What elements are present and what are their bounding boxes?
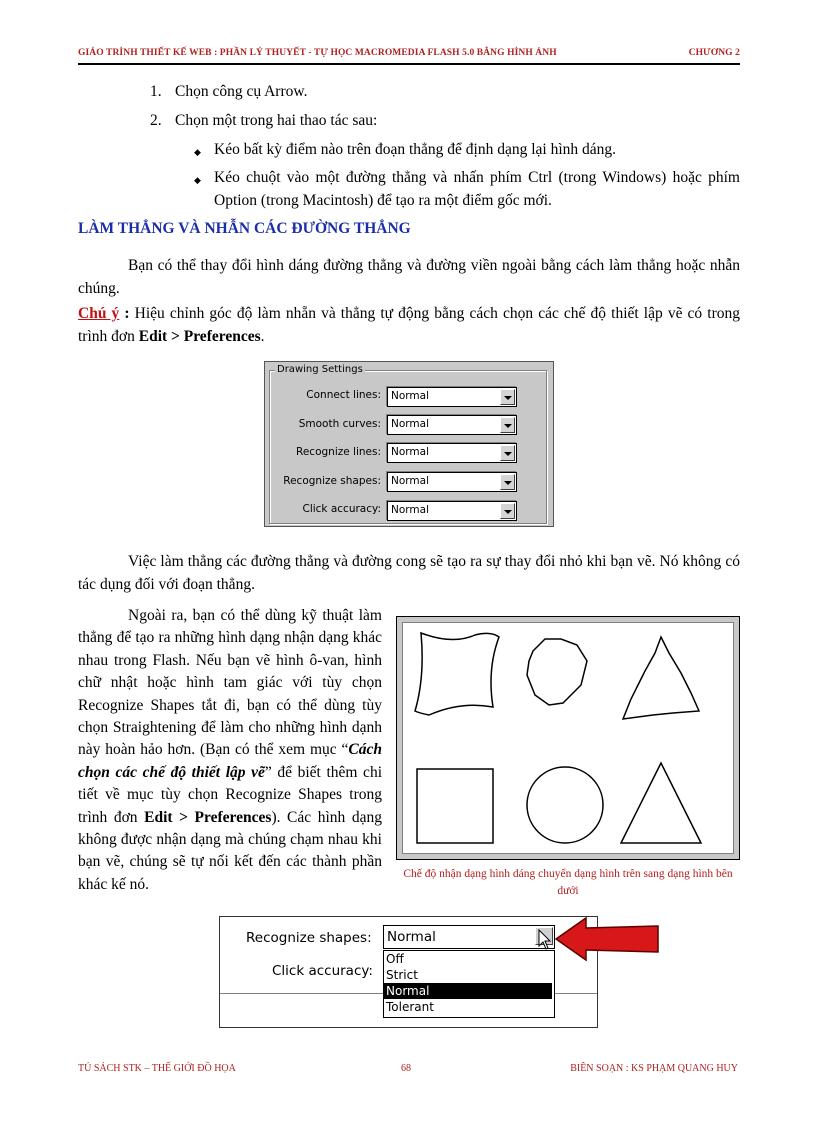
- drawing-settings-dialog: [264, 361, 554, 527]
- connect-lines-label: Connect lines:: [306, 389, 381, 401]
- rough-triangle: [623, 637, 699, 719]
- bullet-icon: ◆: [194, 147, 201, 157]
- click-accuracy-label: Click accuracy:: [272, 963, 373, 979]
- click-accuracy-label: Click accuracy:: [302, 503, 381, 515]
- shapes-canvas: [402, 622, 734, 854]
- note-label: Chú ý: [78, 305, 120, 322]
- smooth-curves-select[interactable]: Normal: [387, 415, 517, 435]
- perfect-circle: [527, 767, 603, 843]
- paragraph-3: Ngoài ra, bạn có thể dùng kỹ thuật làm thẳng để tạo ra những hình dạng nhận dạng khác nhau trong Flash. Nếu bạn vẽ hình ô-van, hình chữ nhật hoặc hình tam giác với tùy chọn Recognize Shapes tắt đi, bạn có thể dùng tùy chọn Straightening để làm cho những hình dạnh này hoàn hảo hơn. (Bạn có thể xem mục “Cách chọn các chế độ thiết lập vẽ” để biết thêm chi tiết về mục tùy chọn Recognize Shapes trong trình đơn Edit > Preferences). Các hình dạng không được nhận dạng mà chúng chạm nhau khi bạn vẽ, chúng sẽ tự nối kết đến các thành phần khác kế nó.: [78, 607, 382, 893]
- step-2: 2. Chọn một trong hai thao tác sau:: [150, 112, 378, 129]
- shapes-figure: [396, 616, 740, 860]
- chevron-down-icon[interactable]: [500, 417, 515, 433]
- chevron-down-icon[interactable]: [500, 389, 515, 405]
- recognize-lines-label: Recognize lines:: [296, 446, 381, 458]
- perfect-triangle: [621, 763, 701, 843]
- footer-right: BIÊN SOẠN : KS PHẠM QUANG HUY: [570, 1063, 738, 1074]
- footer-left: TỦ SÁCH STK – THẾ GIỚI ĐỒ HỌA: [78, 1063, 236, 1074]
- chevron-down-icon[interactable]: [500, 445, 515, 461]
- mouse-pointer-icon: [538, 929, 552, 951]
- header-rule: [78, 63, 740, 65]
- option-strict[interactable]: Strict: [386, 968, 418, 982]
- chevron-down-icon[interactable]: [500, 503, 515, 519]
- recognize-shapes-select[interactable]: Normal: [383, 925, 555, 949]
- group-title: Drawing Settings: [277, 364, 363, 375]
- perfect-rectangle: [417, 769, 493, 843]
- header-chapter: CHƯƠNG 2: [688, 48, 740, 58]
- note-paragraph: Chú ý : Hiệu chỉnh góc độ làm nhẵn và thẳng tự động bằng cách chọn các chế độ thiết lập vẽ có trong trình đơn Edit > Preferences.: [78, 305, 740, 345]
- intro-paragraph: Bạn có thể thay đổi hình dáng đường thẳng và đường viền ngoài bằng cách làm thẳng hoặc nhẫn chúng.: [78, 257, 740, 297]
- click-accuracy-select[interactable]: Normal: [387, 501, 517, 521]
- bullet-item: Kéo chuột vào một đường thẳng và nhấn phím Ctrl (trong Windows) hoặc phím Option (trong Macintosh) để tạo ra một điểm gốc mới.: [214, 169, 740, 209]
- rough-oval: [527, 639, 587, 705]
- running-header: [78, 48, 740, 64]
- header-title: GIÁO TRÌNH THIẾT KẾ WEB : PHẦN LÝ THUYẾT - TỰ HỌC MACROMEDIA FLASH 5.0 BẰNG HÌNH ẢNH: [78, 48, 557, 58]
- shapes-drawing: [403, 623, 733, 853]
- recognize-shapes-label: Recognize shapes:: [246, 930, 372, 946]
- dropdown-list: [383, 950, 555, 1018]
- recognize-lines-select[interactable]: Normal: [387, 443, 517, 463]
- red-arrow-icon: [552, 916, 660, 962]
- option-tolerant[interactable]: Tolerant: [386, 1000, 434, 1014]
- bullet-icon: ◆: [194, 175, 201, 185]
- option-off[interactable]: Off: [386, 952, 404, 966]
- step-1: 1. Chọn công cụ Arrow.: [150, 83, 308, 100]
- figure-caption: Chế độ nhận dạng hình dáng chuyển dạng hình trên sang dạng hình bên dưới: [403, 868, 733, 897]
- smooth-curves-label: Smooth curves:: [298, 418, 381, 430]
- rough-rectangle: [415, 633, 499, 715]
- page-number: 68: [401, 1063, 411, 1074]
- recognize-shapes-dialog: [219, 916, 598, 1028]
- paragraph-2: Việc làm thẳng các đường thẳng và đường cong sẽ tạo ra sự thay đổi nhỏ khi bạn vẽ. Nó không có tác dụng đối với đoạn thẳng.: [78, 553, 740, 593]
- recognize-shapes-label: Recognize shapes:: [283, 475, 381, 487]
- chevron-down-icon[interactable]: [500, 474, 515, 490]
- connect-lines-select[interactable]: Normal: [387, 387, 517, 407]
- recognize-shapes-select[interactable]: Normal: [387, 472, 517, 492]
- option-normal-selected[interactable]: Normal: [384, 983, 552, 999]
- bullet-item: Kéo bất kỳ điểm nào trên đoạn thẳng để định dạng lại hình dáng.: [214, 141, 617, 158]
- note-menu: Edit > Preferences: [138, 328, 261, 345]
- section-title: LÀM THẲNG VÀ NHẪN CÁC ĐƯỜNG THẲNG: [78, 220, 411, 237]
